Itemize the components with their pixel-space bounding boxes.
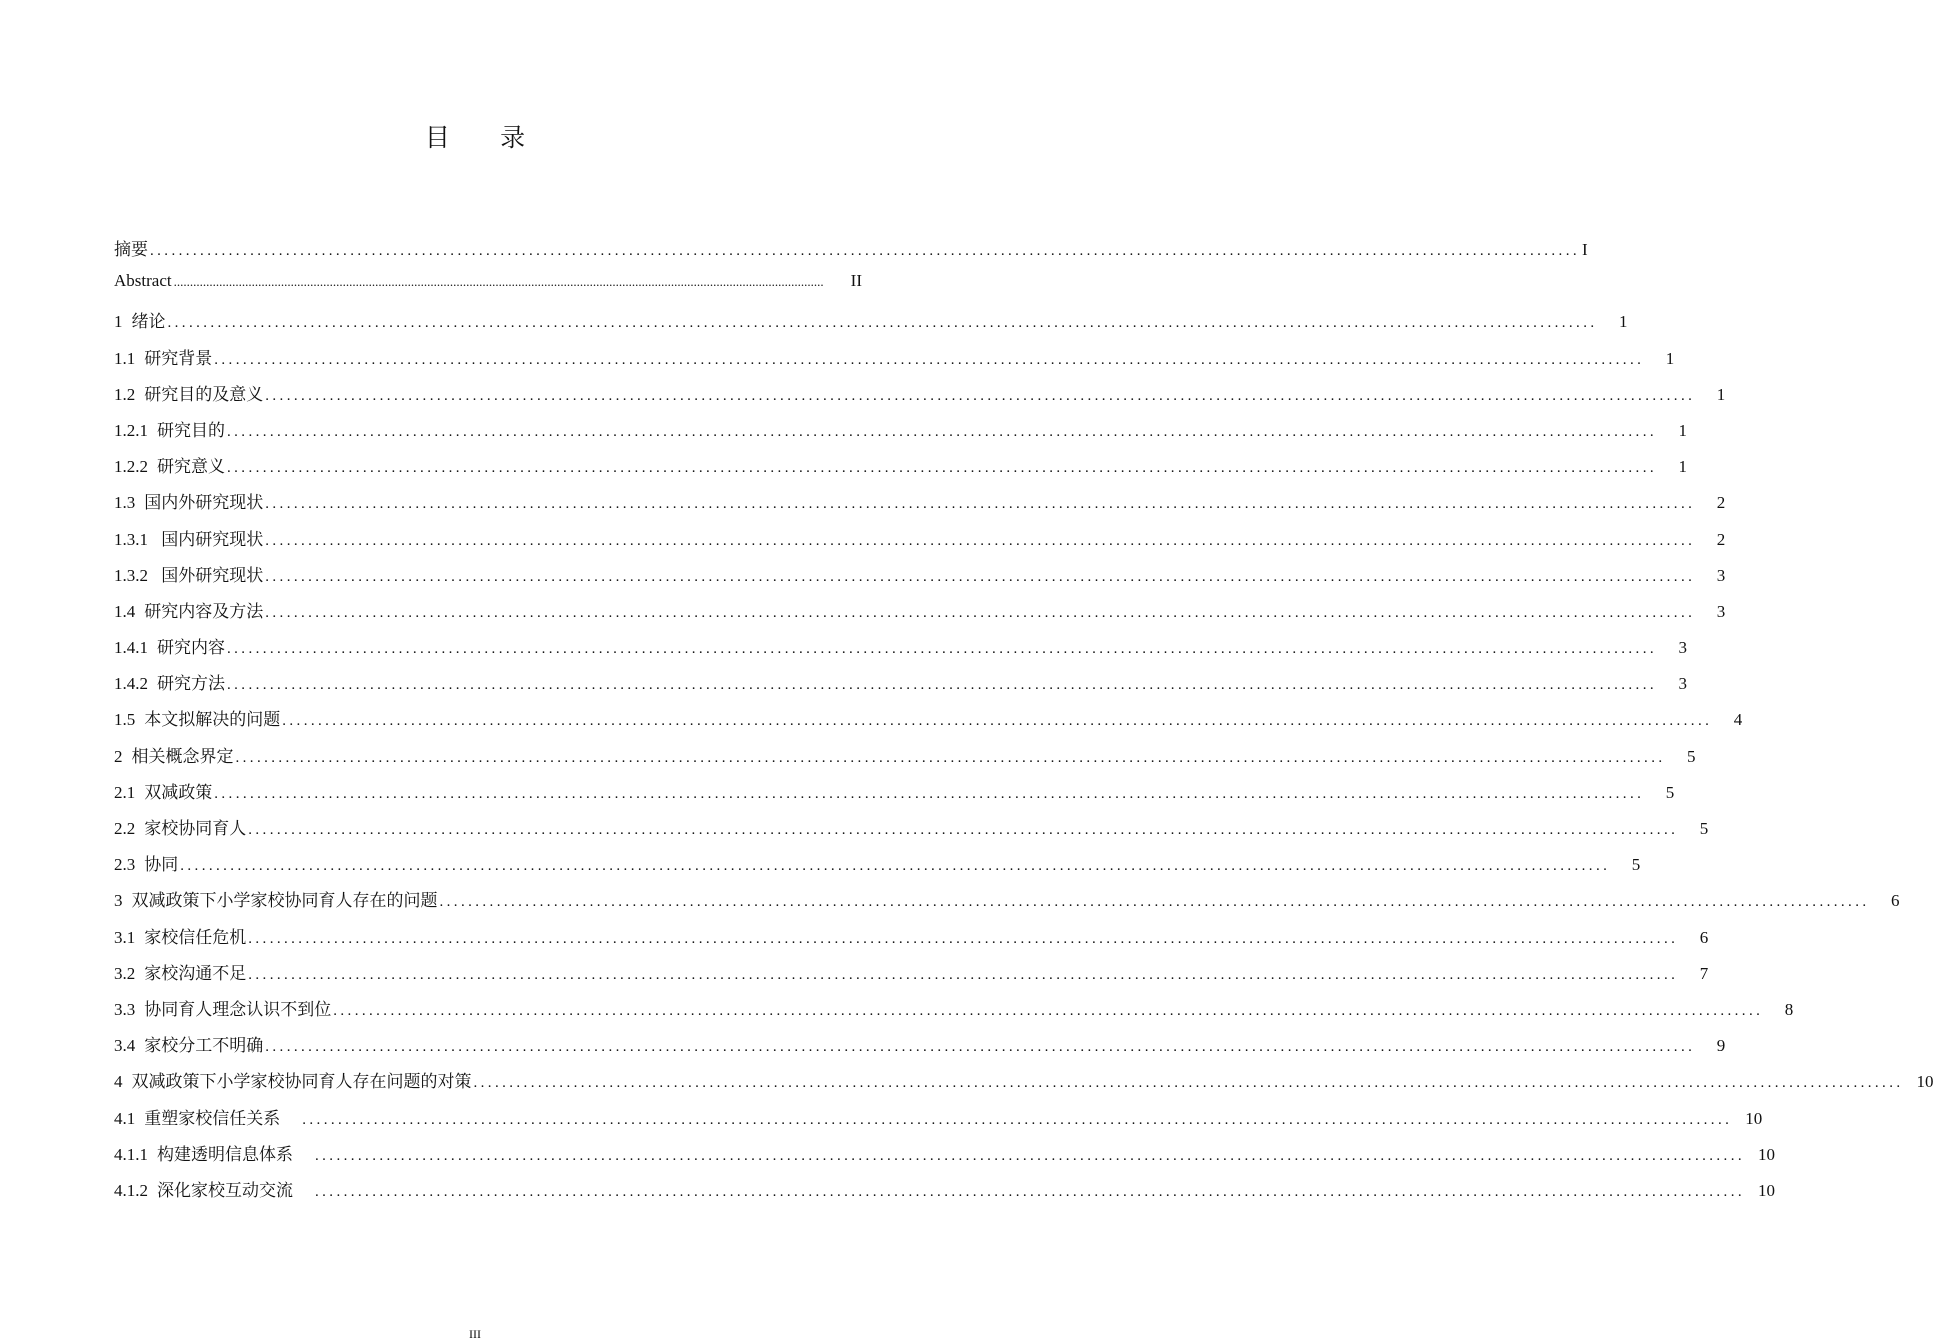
toc-entry-title [114, 488, 263, 513]
toc-entry-label: Abstract [114, 271, 172, 291]
toc-entry-page: 10 [1916, 1072, 1934, 1092]
toc-entry-title [114, 380, 263, 405]
toc-dot-leader: ........................................................................................................................................................................................................ [248, 930, 1679, 947]
toc-entry-number: 2.1 [114, 782, 136, 802]
toc-entry-title [114, 1176, 293, 1201]
toc-entry-label: 双减政策下小学家校协同育人存在问题的对策 [131, 1072, 472, 1092]
toc-entry-page: 1 [1665, 348, 1675, 368]
toc-entry-title [114, 742, 234, 767]
toc-entry-label: 研究意义 [157, 457, 225, 477]
toc-entry[interactable] [114, 488, 1726, 524]
toc-entry-title [114, 561, 263, 586]
toc-entry-number: 4.1 [114, 1108, 136, 1128]
toc-entry-label: 本文拟解决的问题 [144, 710, 281, 730]
toc-entry-label: 国内外研究现状 [144, 493, 264, 513]
toc-entry-page: 3 [1678, 674, 1687, 694]
toc-entry[interactable] [114, 1176, 1775, 1212]
page-title: 目 录 [424, 125, 548, 152]
toc-entry-number: 1.4 [114, 601, 136, 621]
toc-dot-leader: ........................................................................................................................................................................................................ [235, 749, 1666, 766]
toc-entry-title [114, 995, 331, 1020]
toc-dot-leader: ........................................................................................................................................................................................................ [227, 677, 1657, 694]
toc-entry-page: 3 [1678, 638, 1687, 658]
toc-dot-leader: ........................................................................................................................................................................................................ [333, 1002, 1764, 1019]
toc-dot-leader: ........................................................................................................................................................................................................ [265, 496, 1696, 513]
toc-dot-leader: ........................................................................................................................................................................................................ [282, 713, 1713, 730]
toc-entry[interactable] [114, 271, 862, 307]
toc-entry-label: 相关概念界定 [131, 746, 234, 766]
toc-entry-page: 3 [1716, 601, 1726, 621]
toc-dot-leader: ........................................................................................................................................................................................................ [315, 1147, 1745, 1164]
toc-entry-page: 9 [1716, 1036, 1726, 1056]
toc-entry-page: 8 [1784, 999, 1794, 1019]
toc-entry-title [114, 235, 148, 260]
toc-entry-page: II [850, 271, 862, 291]
toc-entry-number: 1.3 [114, 493, 136, 513]
toc-entry-title [114, 850, 178, 875]
toc-entry-page: 6 [1891, 891, 1900, 911]
toc-entry-title [114, 271, 172, 291]
toc-entry-page: 2 [1716, 493, 1726, 513]
toc-entry-label: 构建透明信息体系 [157, 1144, 293, 1164]
toc-dot-leader: ........................................................................................................................................................................................................ [265, 532, 1696, 549]
toc-entry-page: 2 [1716, 529, 1726, 549]
toc-entry-number: 2.2 [114, 819, 136, 838]
toc-entry-title [114, 959, 246, 984]
toc-entry-title [114, 886, 438, 911]
toc-entry-page: 5 [1699, 819, 1709, 838]
toc-entry[interactable] [114, 452, 1687, 488]
toc-dot-leader: ........................................................................................................................................................................................................ [180, 858, 1611, 875]
toc-entry-number: 3.4 [114, 1036, 136, 1056]
toc-entry-title [114, 1140, 293, 1165]
toc-dot-leader: ........................................................................................................................................................................................................ [248, 822, 1679, 838]
toc-entry-title [114, 344, 212, 369]
toc-dot-leader: ........................................................................................................................................................................................................ [439, 894, 1870, 911]
toc-entry-label: 研究方法 [157, 674, 225, 694]
toc-entry-number: 4.1.2 [114, 1180, 148, 1200]
toc-entry-label: 双减政策 [144, 782, 213, 802]
toc-entry-label: 协同 [144, 855, 179, 875]
toc-entry-title [114, 416, 225, 441]
toc-dot-leader: ........................................................................................................................................................................................................ [265, 604, 1696, 621]
toc-dot-leader: ........................................................................................................................................................................................................ [173, 274, 824, 290]
toc-entry-label: 双减政策下小学家校协同育人存在的问题 [131, 891, 438, 911]
toc-entry[interactable] [114, 1140, 1775, 1176]
toc-entry-number: 4 [114, 1072, 123, 1092]
toc-entry-page: 6 [1699, 927, 1709, 947]
toc-entry-title [114, 633, 225, 658]
toc-entry-number: 1 [114, 312, 123, 332]
toc-dot-leader: ........................................................................................................................................................................................................ [473, 1075, 1904, 1092]
toc-entry-label: 协同育人理念认识不到位 [144, 999, 332, 1019]
toc-entry-number: 1.4.2 [114, 674, 148, 694]
toc-entry[interactable] [114, 886, 1900, 922]
toc-dot-leader: ........................................................................................................................................................................................................ [214, 785, 1645, 802]
toc-dot-leader: ........................................................................................................................................................................................................ [227, 460, 1657, 477]
toc-entry-title [114, 452, 225, 477]
toc-dot-leader: ........................................................................................................................................................................................................ [227, 641, 1657, 658]
toc-entry-label: 研究目的及意义 [144, 384, 264, 404]
toc-entry-page: 3 [1716, 565, 1726, 585]
toc-entry-page: 10 [1758, 1180, 1775, 1200]
toc-entry-page: 5 [1665, 782, 1675, 802]
table-of-contents [114, 235, 1934, 1212]
toc-entry-page: 4 [1733, 710, 1743, 730]
toc-entry-page: 10 [1758, 1144, 1775, 1164]
toc-entry-label: 研究内容 [157, 638, 225, 658]
toc-entry-number: 3.1 [114, 927, 136, 947]
toc-entry-label: 家校协同育人 [144, 819, 247, 838]
toc-entry[interactable] [114, 344, 1675, 380]
toc-entry-label: 国内研究现状 [157, 529, 264, 549]
toc-dot-leader: ........................................................................................................................................................................................................ [315, 1183, 1745, 1200]
toc-entry-number: 2 [114, 746, 123, 766]
toc-entry-number: 2.3 [114, 855, 136, 875]
toc-entry-label: 研究目的 [157, 420, 225, 440]
toc-entry[interactable] [114, 1067, 1934, 1103]
toc-entry-number: 3 [114, 891, 123, 911]
toc-entry[interactable] [114, 1031, 1726, 1067]
toc-entry-label: 绪论 [131, 312, 166, 332]
toc-entry[interactable] [114, 525, 1726, 561]
toc-entry[interactable] [114, 307, 1628, 343]
toc-entry-label: 研究背景 [144, 348, 213, 368]
toc-entry[interactable] [114, 778, 1675, 814]
toc-entry[interactable] [114, 850, 1641, 886]
toc-entry-page: 1 [1678, 457, 1687, 477]
toc-entry-page: 5 [1631, 855, 1641, 875]
toc-entry-number: 3.2 [114, 963, 136, 983]
toc-entry-number: 1.3.1 [114, 529, 148, 549]
toc-entry-title [114, 597, 263, 622]
toc-entry-title [114, 705, 280, 730]
toc-entry[interactable] [114, 814, 1709, 850]
toc-entry[interactable] [114, 633, 1687, 669]
toc-entry-page: 1 [1716, 384, 1726, 404]
toc-dot-leader: ........................................................................................................................................................................................................ [167, 315, 1598, 332]
toc-entry-number: 1.5 [114, 710, 136, 730]
toc-entry-label: 深化家校互动交流 [157, 1180, 293, 1200]
toc-entry[interactable] [114, 416, 1687, 452]
toc-entry-title [114, 814, 246, 839]
toc-entry[interactable] [114, 959, 1709, 995]
page-number: III [469, 1327, 481, 1341]
toc-entry-label: 家校沟通不足 [144, 963, 247, 983]
toc-entry[interactable] [114, 995, 1794, 1031]
toc-entry-title [114, 923, 246, 948]
toc-entry-title [114, 307, 166, 332]
toc-entry[interactable] [114, 235, 1588, 271]
toc-entry-number: 1.4.1 [114, 638, 148, 658]
toc-entry[interactable] [114, 705, 1743, 741]
toc-entry[interactable] [114, 380, 1726, 416]
toc-entry-page: 1 [1619, 312, 1628, 332]
toc-entry-number: 4.1.1 [114, 1144, 148, 1164]
toc-entry-number: 3.3 [114, 999, 136, 1019]
toc-entry[interactable] [114, 597, 1726, 633]
toc-entry-number: 1.2.2 [114, 457, 148, 477]
toc-entry-title [114, 669, 225, 694]
toc-entry-title [114, 1031, 263, 1056]
toc-entry-page: 1 [1678, 420, 1687, 440]
toc-dot-leader: ........................................................................................................................................................................................................ [227, 423, 1657, 440]
toc-dot-leader: ........................................................................................................................................................................................................ [248, 966, 1679, 983]
toc-entry-title [114, 525, 263, 550]
toc-entry-title [114, 1104, 280, 1129]
toc-entry-label: 家校信任危机 [144, 927, 247, 947]
toc-entry[interactable] [114, 561, 1726, 597]
toc-entry-page: 5 [1687, 746, 1696, 766]
toc-dot-leader: ........................................................................................................................................................................................................ [265, 1039, 1696, 1056]
toc-entry-number: 1.3.2 [114, 565, 148, 585]
toc-entry-page: 7 [1699, 963, 1709, 983]
toc-entry-label: 国外研究现状 [157, 565, 264, 585]
toc-dot-leader: ........................................................................................................................................................................................................ [302, 1111, 1733, 1128]
toc-entry-label: 摘要 [114, 240, 148, 259]
toc-dot-leader: ........................................................................................................................................................................................................ [214, 351, 1645, 368]
toc-entry-title [114, 778, 212, 803]
toc-dot-leader: ........................................................................................................................................................................................................ [265, 568, 1696, 585]
toc-dot-leader: ........................................................................................................................................................................................................ [150, 243, 1580, 259]
toc-dot-leader: ........................................................................................................................................................................................................ [265, 387, 1696, 404]
toc-entry-title [114, 1067, 472, 1092]
toc-entry[interactable] [114, 742, 1696, 778]
toc-entry-number: 1.2.1 [114, 420, 148, 440]
toc-entry-label: 研究内容及方法 [144, 601, 264, 621]
toc-entry-number: 1.1 [114, 348, 136, 368]
toc-entry-label: 重塑家校信任关系 [144, 1108, 281, 1128]
toc-entry[interactable] [114, 669, 1687, 705]
toc-entry-number: 1.2 [114, 384, 136, 404]
toc-entry-label: 家校分工不明确 [144, 1036, 264, 1056]
toc-entry[interactable] [114, 1104, 1763, 1140]
toc-entry-page: I [1582, 240, 1588, 259]
toc-entry[interactable] [114, 923, 1709, 959]
toc-entry-page: 10 [1745, 1108, 1763, 1128]
